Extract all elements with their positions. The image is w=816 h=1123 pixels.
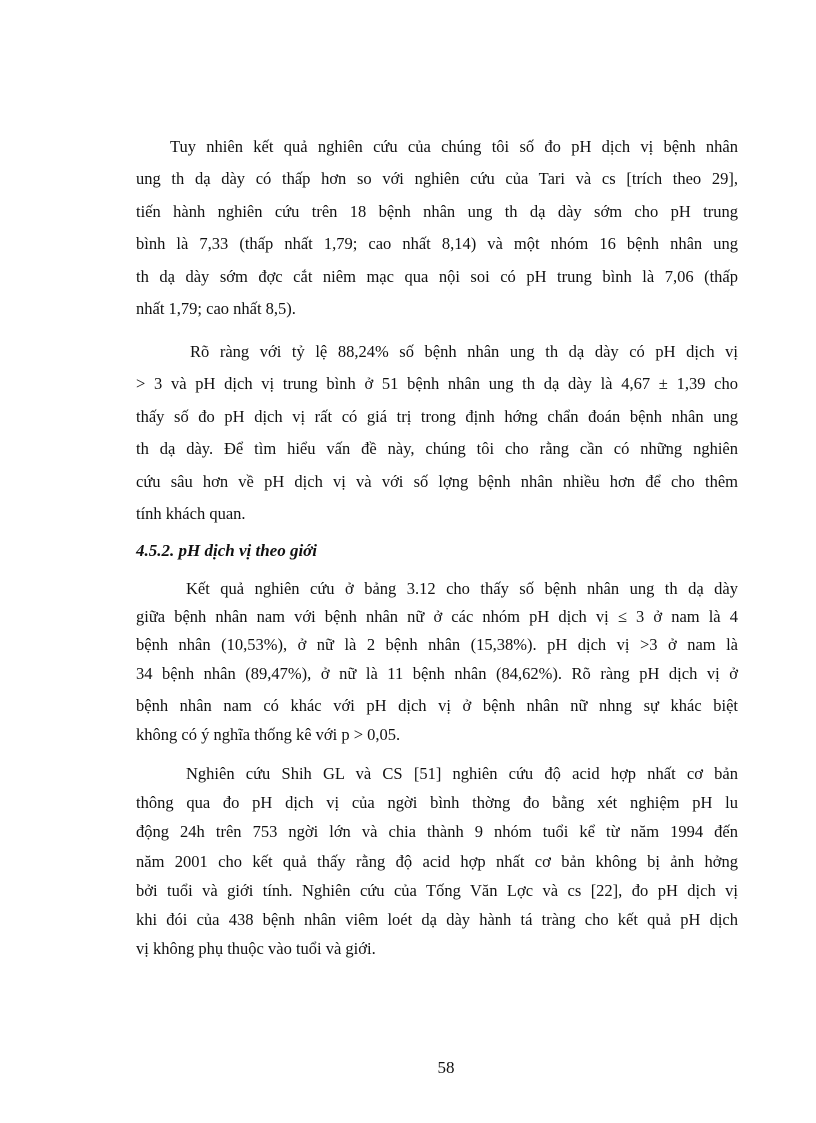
- paragraph-2-line-1: Rõ ràng với tỷ lệ 88,24% số bệnh nhân ung th dạ dày có pH dịch vị: [190, 342, 738, 361]
- paragraph-4-line-2: thông qua đo pH dịch vị của ngời bình thờng đo bằng xét nghiệm pH lu: [136, 793, 738, 812]
- paragraph-1-line-6: nhất 1,79; cao nhất 8,5).: [136, 299, 296, 318]
- paragraph-3-line-1: Kết quả nghiên cứu ở bảng 3.12 cho thấy số bệnh nhân ung th dạ dày: [186, 579, 738, 598]
- paragraph-1-line-4: bình là 7,33 (thấp nhất 1,79; cao nhất 8,14) và một nhóm 16 bệnh nhân ung: [136, 234, 738, 253]
- paragraph-2-line-2: > 3 và pH dịch vị trung bình ở 51 bệnh nhân ung th dạ dày là 4,67 ± 1,39 cho: [136, 374, 738, 393]
- paragraph-4-line-3: động 24h trên 753 ngời lớn và chia thành 9 nhóm tuổi kể từ năm 1994 đến: [136, 822, 738, 841]
- paragraph-4-line-7: vị không phụ thuộc vào tuổi và giới.: [136, 939, 376, 958]
- paragraph-1-line-3: tiến hành nghiên cứu trên 18 bệnh nhân ung th dạ dày sớm cho pH trung: [136, 202, 738, 221]
- paragraph-2-line-3: thấy số đo pH dịch vị rất có giá trị trong định hớng chẩn đoán bệnh nhân ung: [136, 407, 738, 426]
- paragraph-1-line-2: ung th dạ dày có thấp hơn so với nghiên cứu của Tari và cs [trích theo 29],: [136, 169, 738, 188]
- paragraph-3-line-4: 34 bệnh nhân (89,47%), ở nữ là 11 bệnh nhân (84,62%). Rõ ràng pH dịch vị ở: [136, 664, 738, 683]
- paragraph-3-line-2: giữa bệnh nhân nam với bệnh nhân nữ ở các nhóm pH dịch vị ≤ 3 ở nam là 4: [136, 607, 738, 626]
- page-number: 58: [437, 1058, 455, 1077]
- paragraph-1-line-5: th dạ dày sớm đợc cắt niêm mạc qua nội soi có pH trung bình là 7,06 (thấp: [136, 267, 738, 286]
- paragraph-3-line-6: không có ý nghĩa thống kê với p > 0,05.: [136, 725, 401, 744]
- paragraph-3-line-3: bệnh nhân (10,53%), ở nữ là 2 bệnh nhân (15,38%). pH dịch vị >3 ở nam là: [136, 635, 738, 654]
- section-heading: 4.5.2. pH dịch vị theo giới: [136, 541, 318, 560]
- paragraph-4-line-4: năm 2001 cho kết quả thấy rằng độ acid hợp nhất cơ bản không bị ảnh hởng: [136, 852, 738, 871]
- paragraph-2-line-6: tính khách quan.: [136, 504, 246, 523]
- paragraph-2-line-5: cứu sâu hơn về pH dịch vị và với số lợng bệnh nhân nhiều hơn để cho thêm: [136, 472, 738, 491]
- paragraph-4-line-5: bởi tuổi và giới tính. Nghiên cứu của Tống Văn Lợc và cs [22], đo pH dịch vị: [136, 881, 738, 900]
- paragraph-4-line-6: khi đói của 438 bệnh nhân viêm loét dạ dày hành tá tràng cho kết quả pH dịch: [136, 910, 738, 929]
- paragraph-1-line-1: Tuy nhiên kết quả nghiên cứu của chúng tôi số đo pH dịch vị bệnh nhân: [170, 137, 738, 156]
- paragraph-3-line-5: bệnh nhân nam có khác với pH dịch vị ở bệnh nhân nữ nhng sự khác biệt: [136, 696, 738, 715]
- paragraph-4-line-1: Nghiên cứu Shih GL và CS [51] nghiên cứu độ acid hợp nhất cơ bản: [186, 764, 738, 783]
- paragraph-2-line-4: th dạ dày. Để tìm hiểu vấn đề này, chúng tôi cho rằng cần có những nghiên: [136, 439, 738, 458]
